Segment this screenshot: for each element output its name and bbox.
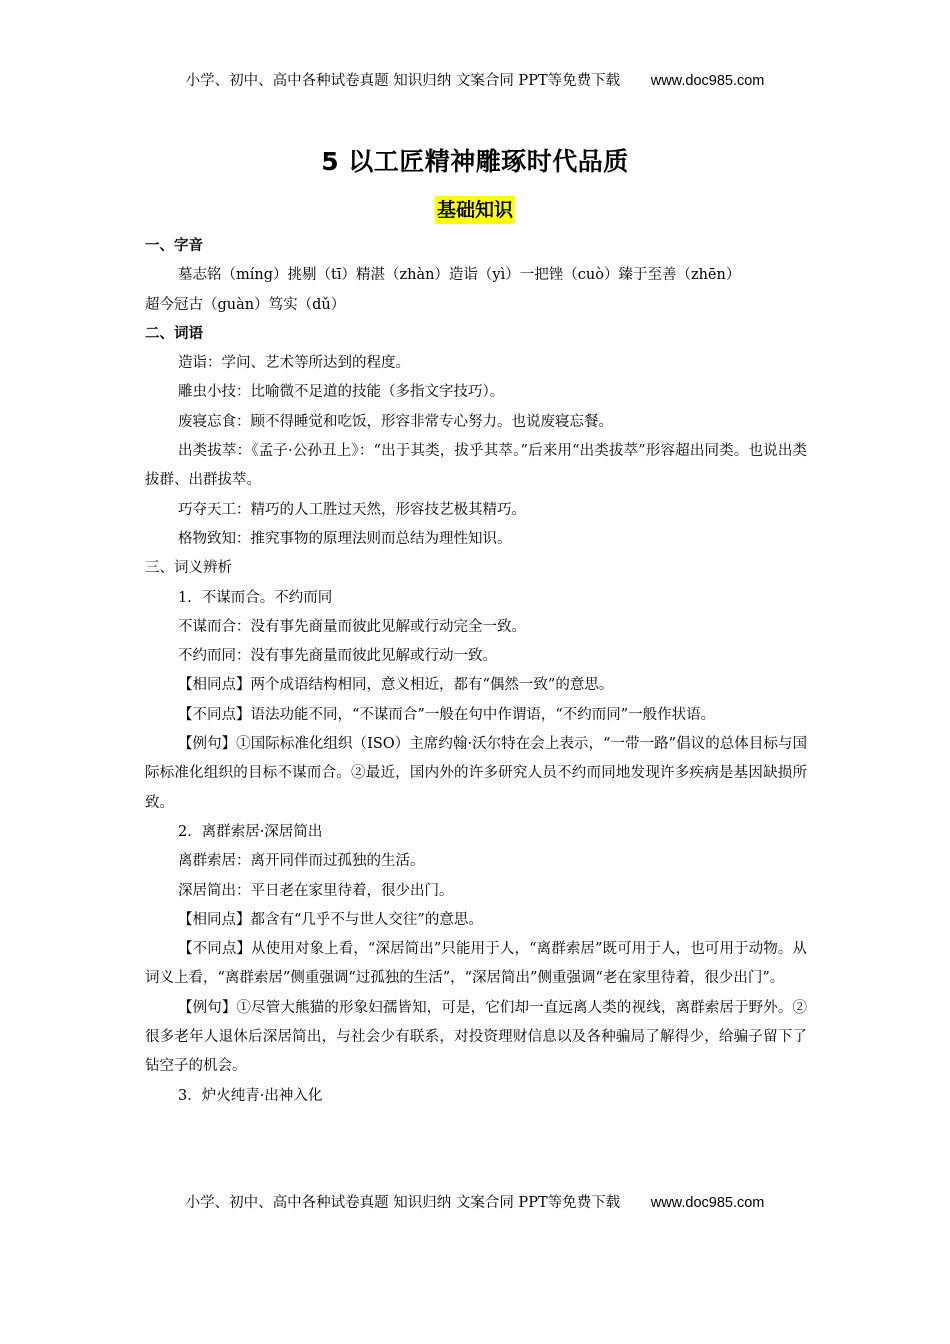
section-heading-vocabulary: 二、词语 xyxy=(145,325,203,342)
analysis-same-point: 【相同点】两个成语结构相同，意义相近，都有“偶然一致”的意思。 xyxy=(178,677,614,694)
analysis-definition: 不约而同：没有事先商量而彼此见解或行动一致。 xyxy=(178,648,497,665)
document-body xyxy=(145,232,807,1111)
analysis-diff-point: 【不同点】语法功能不同，“不谋而合”一般在句中作谓语，“不约而同”一般作状语。 xyxy=(178,706,716,723)
footer-text: 小学、初中、高中各种试卷真题 知识归纳 文案合同 PPT等免费下载 xyxy=(185,1195,621,1211)
header-url-link[interactable]: www.doc985.com xyxy=(650,73,765,89)
analysis-definition: 不谋而合：没有事先商量而彼此见解或行动完全一致。 xyxy=(178,618,526,635)
vocab-entry: 格物致知：推究事物的原理法则而总结为理性知识。 xyxy=(178,530,512,547)
pronunciation-line: 超今冠古（guàn）笃实（dǔ） xyxy=(145,296,346,313)
analysis-definition: 深居简出：平日老在家里待着，很少出门。 xyxy=(178,882,454,899)
page-header xyxy=(0,69,950,90)
footer-url-link[interactable]: www.doc985.com xyxy=(650,1195,765,1211)
analysis-definition: 离群索居：离开同伴而过孤独的生活。 xyxy=(178,853,425,870)
analysis-item-heading: 1．不谋而合。不约而同 xyxy=(178,589,333,606)
subtitle-wrap xyxy=(0,196,950,224)
section-subtitle: 基础知识 xyxy=(435,196,515,224)
section-heading-analysis: 三、词义辨析 xyxy=(145,560,232,577)
vocab-entry: 出类拔萃：《孟子·公孙丑上》：“出于其类，拔乎其萃。”后来用“出类拔萃”形容超出同类。也说出类拔群、出群拔萃。 xyxy=(145,443,807,489)
analysis-example: 【例句】①国际标准化组织（ISO）主席约翰·沃尔特在会上表示，“一带一路”倡议的总体目标与国际标准化组织的目标不谋而合。②最近，国内外的许多研究人员不约而同地发现许多疾病是基因缺损所致。 xyxy=(145,736,807,811)
section-heading-pronunciation: 一、字音 xyxy=(145,238,203,254)
analysis-diff-point: 【不同点】从使用对象上看，“深居简出”只能用于人，“离群索居”既可用于人，也可用于动物。从词义上看，“离群索居”侧重强调“过孤独的生活”，“深居简出”侧重强调“老在家里待着，很少出门”。 xyxy=(145,941,807,987)
vocab-entry: 造诣：学问、艺术等所达到的程度。 xyxy=(178,355,410,372)
analysis-same-point: 【相同点】都含有“几乎不与世人交往”的意思。 xyxy=(178,911,483,928)
analysis-item-heading: 2．离群索居·深居简出 xyxy=(178,823,323,840)
analysis-example: 【例句】①尽管大熊猫的形象妇孺皆知，可是，它们却一直远离人类的视线，离群索居于野外。②很多老年人退休后深居简出，与社会少有联系，对投资理财信息以及各种骗局了解得少，给骗子留下了钻空子的机会。 xyxy=(145,999,807,1075)
page-footer xyxy=(0,1191,950,1212)
vocab-entry: 雕虫小技：比喻微不足道的技能（多指文字技巧）。 xyxy=(178,384,505,401)
analysis-item-heading: 3．炉火纯青·出神入化 xyxy=(178,1087,323,1104)
vocab-entry: 废寝忘食：顾不得睡觉和吃饭，形容非常专心努力。也说废寝忘餐。 xyxy=(178,413,613,430)
pronunciation-line: 墓志铭（míng）挑剔（tī）精湛（zhàn）造诣（yì）一把锉（cuò）臻于至善（zhēn） xyxy=(178,267,741,284)
page-title: 5 以工匠精神雕琢时代品质 xyxy=(321,147,629,176)
vocab-entry: 巧夺天工：精巧的人工胜过天然，形容技艺极其精巧。 xyxy=(178,501,526,518)
header-text: 小学、初中、高中各种试卷真题 知识归纳 文案合同 PPT等免费下载 xyxy=(185,73,621,89)
